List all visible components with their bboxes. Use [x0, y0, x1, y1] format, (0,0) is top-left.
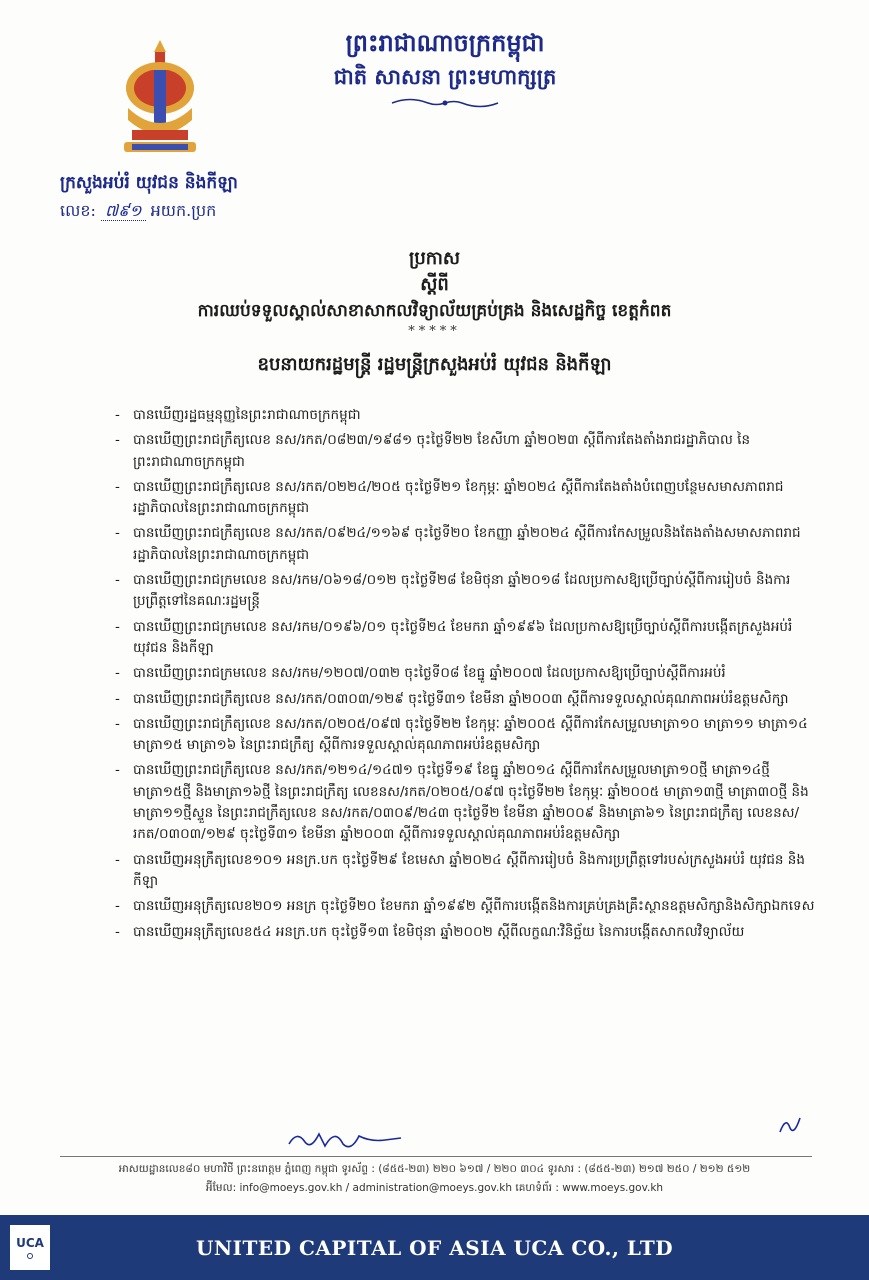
- list-dash-icon: -: [115, 690, 120, 707]
- legal-reference-item: [115, 689, 815, 710]
- legal-reference-item: [115, 663, 815, 684]
- decree-title-block: [0, 246, 869, 382]
- legal-reference-item: [115, 430, 815, 473]
- ministry-block: [60, 170, 238, 226]
- decree-subject: ការឈប់ទទួលស្គាល់សាខាសាកលវិទ្យាល័យគ្រប់គ្រង និងសេដ្ឋកិច្ច ខេត្តកំពត: [197, 301, 672, 321]
- legal-reference-text: បានឃើញព្រះរាជក្រឹត្យលេខ នស/រកត/០២២៤/២០៥ ចុះថ្ងៃទី២១ ខែកុម្ភៈ ឆ្នាំ២០២៤ ស្ដីពីការតែងតាំងបំពេញបន្ថែមសមាសភាពរាជរដ្ឋាភិបាលនៃព្រះរាជាណាចក្រកម្ពុជា: [133, 478, 784, 517]
- legal-reference-text: បានឃើញអនុក្រឹត្យលេខ៥៤ អនក្រ.បក ចុះថ្ងៃទី១៣ ខែមិថុនា ឆ្នាំ២០០២ ស្ដីពីលក្ខណៈវិនិច្ឆ័យ នៃការបង្កើតសាកលវិទ្យាល័យ: [133, 923, 745, 940]
- legal-reference-item: [115, 477, 815, 520]
- document-number: [60, 196, 238, 226]
- list-dash-icon: -: [115, 407, 120, 423]
- legal-reference-item: [115, 922, 815, 943]
- company-banner: [0, 1215, 869, 1280]
- issuer-title: ឧបនាយករដ្ឋមន្ត្រី រដ្ឋមន្ត្រីក្រសួងអប់រំ យុវជន និងកីឡា: [257, 354, 612, 375]
- kingdom-heading: [300, 26, 590, 114]
- legal-references-list: [115, 405, 815, 947]
- legal-reference-text: បានឃើញព្រះរាជក្រឹត្យលេខ នស/រកត/១២១៤/១៤៧១ ចុះថ្ងៃទី១៩ ខែធ្នូ ឆ្នាំ២០១៤ ស្ដីពីការកែសម្រួលមាត្រា១០ថ្មី មាត្រា១៤ថ្មី មាត្រា១៥ថ្មី និងមាត្រា១៦ថ្មី នៃព្រះរាជក្រឹត្យ លេខនស/រកត/០២០៥/០៩៧ ចុះថ្ងៃទី២២ ខែកុម្ភៈ ឆ្នាំ២០០៥ មាត្រា១៣ថ្មី មាត្រា៣០ថ្មី និងមាត្រា១១ថ្មីស្ទួន នៃព្រះរាជក្រឹត្យលេខ នស/រកត/០៣០៩/២៤៣ ចុះថ្ងៃទី២ ខែមីនា ឆ្នាំ២០០៩ និងមាត្រា៦១ នៃព្រះរាជក្រឹត្យ លេខនស/រកត/០៣០៣/១២៩ ចុះថ្ងៃទី៣១ ខែមីនា ឆ្នាំ២០០៣ ស្ដីពីការទទួលស្គាល់គុណភាពអប់រំឧត្តមសិក្សា: [133, 762, 809, 843]
- legal-reference-text: បានឃើញព្រះរាជក្រមលេខ នស/រកម/០៦១៨/០១២ ចុះថ្ងៃទី២៨ ខែមិថុនា ឆ្នាំ២០១៨ ដែលប្រកាសឱ្យប្រើច្បាប់ស្ដីពីការរៀបចំ និងការប្រព្រឹត្តទៅនៃគណៈរដ្ឋមន្ត្រី: [133, 572, 791, 610]
- legal-reference-text: បានឃើញព្រះរាជក្រឹត្យលេខ នស/រកត/០២០៥/០៩៧ ចុះថ្ងៃទី២២ ខែកុម្ភៈ ឆ្នាំ២០០៥ ស្ដីពីការកែសម្រួលមាត្រា១០ មាត្រា១១ មាត្រា១៤ មាត្រា១៥ មាត្រា១៦ នៃព្រះរាជក្រឹត្យ ស្ដីពីការទទួលស្គាល់គុណភាពអប់រំឧត្តមសិក្សា: [133, 715, 808, 754]
- footer-address: អាសយដ្ឋានលេខ៨០ មហាវិថី ព្រះនរោត្តម ភ្នំពេញ កម្ពុជា ទូរស័ព្ទ : (៨៥៥-២៣) ២២០ ៦១៧ / ២២០ ៣០៤ ទូរសារ : (៨៥៥-២៣) ២១៧ ២៥០ / ២១២ ៥១២: [118, 1163, 751, 1175]
- uca-logo-text: UCA: [16, 1236, 44, 1250]
- list-dash-icon: -: [115, 572, 120, 589]
- legal-reference-item: [115, 896, 815, 917]
- legal-reference-text: បានឃើញព្រះរាជក្រឹត្យលេខ នស/រកត/០៣០៣/១២៩ ចុះថ្ងៃទី៣១ ខែមីនា ឆ្នាំ២០០៣ ស្ដីពីការទទួលស្គាល់គុណភាពអប់រំឧត្តមសិក្សា: [133, 690, 789, 707]
- list-dash-icon: -: [115, 665, 120, 682]
- legal-reference-text: បានឃើញព្រះរាជក្រឹត្យលេខ នស/រកត/០៩២៤/១១៦៩ ចុះថ្ងៃទី២០ ខែកញ្ញា ឆ្នាំ២០២៤ ស្ដីពីការកែសម្រួលនិងតែងតាំងសមាសភាពរាជរដ្ឋាភិបាលនៃព្រះរាជាណាចក្រកម្ពុជា: [133, 525, 801, 563]
- stars-divider: *****: [408, 324, 461, 339]
- legal-reference-item: [115, 570, 815, 613]
- ministry-name: ក្រសួងអប់រំ យុវជន និងកីឡា: [60, 173, 238, 193]
- list-dash-icon: -: [115, 618, 120, 635]
- handwritten-initials: [285, 1122, 405, 1152]
- legal-reference-item: [115, 617, 815, 660]
- legal-reference-text: បានឃើញរដ្ឋធម្មនុញ្ញនៃព្រះរាជាណាចក្រកម្ពុជា: [133, 407, 361, 423]
- list-dash-icon: -: [115, 762, 120, 779]
- footer-contact: អ៊ីមែល: info@moeys.gov.kh / administration@moeys.gov.kh គេហទំព័រ : www.moeys.gov.kh: [205, 1182, 664, 1194]
- ornament-divider: [390, 96, 500, 110]
- decree-type: ប្រកាស: [408, 248, 461, 269]
- list-dash-icon: -: [115, 478, 120, 495]
- footer-divider: [60, 1156, 812, 1157]
- list-dash-icon: -: [115, 432, 120, 449]
- list-dash-icon: -: [115, 715, 120, 732]
- list-dash-icon: -: [115, 525, 120, 542]
- ministry-footer: [0, 1160, 869, 1198]
- national-seal-emblem: [118, 38, 202, 158]
- handwritten-mark: [776, 1112, 804, 1138]
- list-dash-icon: -: [115, 898, 120, 915]
- legal-reference-text: បានឃើញព្រះរាជក្រឹត្យលេខ នស/រកត/០៨២៣/១៩៨១ ចុះថ្ងៃទី២២ ខែសីហា ឆ្នាំ២០២៣ ស្ដីពីការតែងតាំងរាជរដ្ឋាភិបាល នៃព្រះរាជាណាចក្រកម្ពុជា: [133, 432, 751, 470]
- national-motto: ជាតិ សាសនា ព្រះមហាក្សត្រ: [333, 64, 557, 89]
- kingdom-title: ព្រះរាជាណាចក្រកម្ពុជា: [345, 28, 545, 57]
- legal-reference-item: [115, 714, 815, 757]
- legal-reference-text: បានឃើញអនុក្រឹត្យលេខ១០១ អនក្រ.បក ចុះថ្ងៃទី២៩ ខែមេសា ឆ្នាំ២០២៤ ស្ដីពីការរៀបចំ និងការប្រព្រឹត្តទៅរបស់ក្រសួងអប់រំ យុវជន និងកីឡា: [133, 851, 805, 889]
- legal-reference-text: បានឃើញព្រះរាជក្រមលេខ នស/រកម/១២០៧/០៣២ ចុះថ្ងៃទី០៨ ខែធ្នូ ឆ្នាំ២០០៧ ដែលប្រកាសឱ្យប្រើច្បាប់ស្ដីពីការអប់រំ: [133, 665, 726, 682]
- legal-reference-item: [115, 405, 815, 426]
- number-suffix: អយក.ប្រក: [150, 201, 217, 220]
- list-dash-icon: -: [115, 851, 120, 868]
- legal-reference-item: [115, 760, 815, 845]
- legal-reference-text: បានឃើញព្រះរាជក្រមលេខ នស/រកម/០១៩៦/០១ ចុះថ្ងៃទី២៤ ខែមករា ឆ្នាំ១៩៩៦ ដែលប្រកាសឱ្យប្រើច្បាប់ស្ដីពីការបង្កើតក្រសួងអប់រំ យុវជន និងកីឡា: [133, 618, 793, 656]
- decree-about: ស្ដីពី: [420, 274, 449, 295]
- number-label: លេខ:: [60, 201, 96, 220]
- legal-reference-text: បានឃើញអនុក្រឹត្យលេខ២០១ អនក្រ ចុះថ្ងៃទី២០ ខែមករា ឆ្នាំ១៩៩២ ស្ដីពីការបង្កើតនិងការគ្រប់គ្រងគ្រឹះស្ថានឧត្តមសិក្សានិងសិក្សាឯកទេស: [133, 898, 815, 915]
- company-name: UNITED CAPITAL OF ASIA UCA CO., LTD: [195, 1235, 674, 1260]
- legal-reference-item: [115, 523, 815, 566]
- legal-reference-item: [115, 850, 815, 893]
- list-dash-icon: -: [115, 923, 120, 940]
- number-value: ៧៩១: [101, 201, 146, 221]
